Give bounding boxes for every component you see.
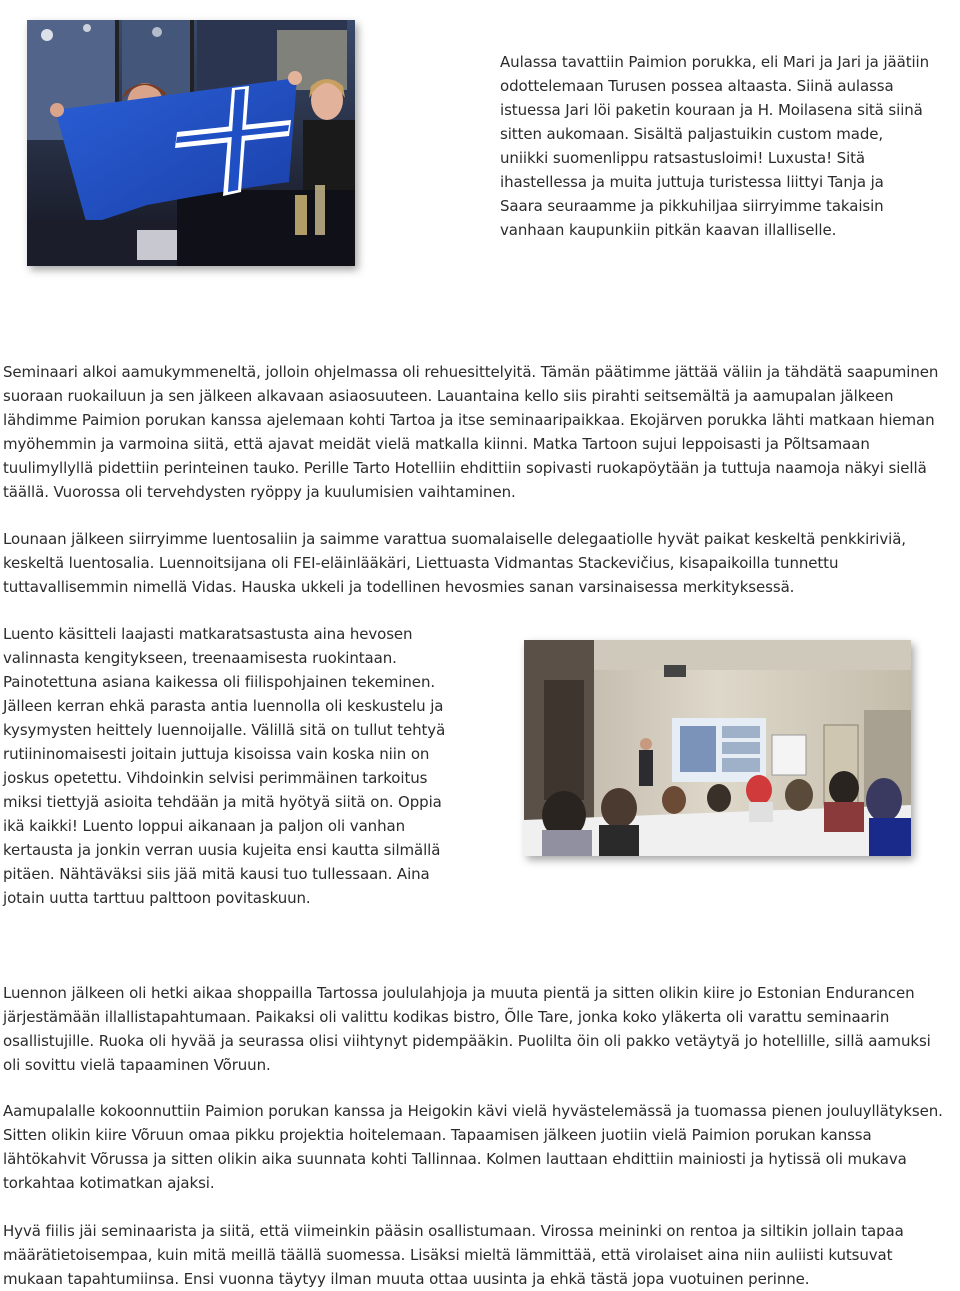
- paragraph-conclusion: [3, 1219, 948, 1291]
- paragraph-text: Seminaari alkoi aamukymmeneltä, jolloin ohjelmassa oli rehuesittelyitä. Tämän päätimme jättää väliin ja tähdätä saapuminen suoraan ruokailuun ja sen jälkeen alkavaan asiaosuuteen. Lauantaina kello siis pirahti seitsemältä ja aamupalan jälkeen lähdimme Paimion porukan kanssa ajelemaan kohti Tartoa ja itse seminaaripaikkaa. Ekojärven porukka lähti matkaan hieman myöhemmin ja varmoina siitä, että ajavat meidät vielä matkalla kiinni. Matka Tartoon sujui leppoisasti ja Põltsamaan tuulimyllyllä pidettiin perinteinen tauko. Perille Tarto Hotelliin ehdittiin sopivasti ruokapöytään ja tuttuja naamoja näkyi siellä täällä. Vuorossa oli tervehdysten ryöppy ja kuulumisien vaihtaminen.: [3, 363, 939, 501]
- seminar-photo: [524, 640, 911, 856]
- paragraph-text: Luennon jälkeen oli hetki aikaa shoppailla Tartossa joululahjoja ja muuta pientä ja sitten olikin kiire jo Estonian Endurancen järjestämään illallistapahtumaan. Paikaksi oli valittu kodikas bistro, Õlle Tare, jonka koko yläkerta oli varattu seminaarin osallistujille. Ruoka oli hyvää ja seurassa olisi viihtynyt pidempääkin. Puolilta öin oli pakko vetäytyä jo hotellille, sillä aamuksi oli sovittu vielä tapaaminen Võruun.: [3, 984, 931, 1074]
- paragraph-lecture-content: [3, 622, 463, 910]
- paragraph-text: Luento käsitteli laajasti matkaratsastusta aina hevosen valinnasta kengitykseen, treenaamisesta ruokintaan. Painotettuna asiana kaikessa oli fiilispohjainen tekeminen. Jälleen kerran ehkä parasta antia luennolla oli keskustelu ja kysymysten heittely luennoijalle. Välillä sitä on tullut tehtyä rutiininomaisesti joitain juttuja kisoissa vain koska niin on joskus opetettu. Vihdoinkin selvisi perimmäinen tarkoitus miksi tiettyjä asioita tehdään ja mitä hyötyä siitä on. Oppia ikä kaikki! Luento loppui aikanaan ja paljon oli vanhan kertausta ja jonkin verran uusia kujeita ensi kautta silmällä pitäen. Nähtäväksi siis jää mitä kausi tuo tullessaan. Aina jotain uutta tarttuu palttoon povitaskuun.: [3, 625, 446, 907]
- paragraph-text: Hyvä fiilis jäi seminaarista ja siitä, että viimeinkin pääsin osallistumaan. Virossa meininki on rentoa ja siltikin jollain tapaa määrätietoisempaa, kuin mitä meillä täällä suomessa. Lisäksi mieltä lämmittää, että virolaiset aina niin auliisti kutsuvat mukaan tapahtumiinsa. Ensi vuonna täytyy ilman muuta ottaa uusinta ja ehkä tästä jopa vuotuinen perinne.: [3, 1222, 904, 1288]
- paragraph-text: Lounaan jälkeen siirryimme luentosaliin ja saimme varattua suomalaiselle delegaatiolle hyvät paikat keskeltä penkkiriviä, keskeltä luentosalia. Luennoitsijana oli FEI-eläinlääkäri, Liettuasta Vidmantas Stackevičius, kisapaikoilla tunnettu tuttavallisemmin nimellä Vidas. Hauska ukkeli ja todellinen hevosmies sanan varsinaisessa merkityksessä.: [3, 530, 906, 596]
- intro-paragraph: [500, 50, 930, 242]
- flag-photo: [27, 20, 355, 266]
- intro-text: Aulassa tavattiin Paimion porukka, eli Mari ja Jari ja jäätiin odottelemaan Turusen possea altaasta. Siinä aulassa istuessa Jari löi paketin kouraan ja H. Moilasena sitä siinä sitten aukomaan. Sisältä paljastuikin custom made, uniikki suomenlippu ratsastusloimi! Luxusta! Sitä ihastellessa ja muita juttuja turistessa liittyi Tanja ja Saara seuraamme ja pikkuhiljaa siirryimme takaisin vanhaan kaupunkiin pitkän kaavan illalliselle.: [500, 53, 930, 239]
- paragraph-seminar-start: [3, 360, 943, 504]
- paragraph-text: Aamupalalle kokoonnuttiin Paimion porukan kanssa ja Heigokin kävi vielä hyvästelemässä ja tuomassa pienen jouluyllätyksen. Sitten olikin kiire Võruun omaa pikku projektia hoitelemaan. Tapaamisen jälkeen juotiin vielä Paimion porukan kanssa lähtökahvit Võrussa ja sitten olikin aika suunnata kohti Tallinnaa. Kolmen lauttaan ehdittiin mainiosti ja hytissä oli mukava torkahtaa kotimatkan ajaksi.: [3, 1102, 943, 1192]
- paragraph-morning: [3, 1099, 943, 1195]
- paragraph-lecture-hall: [3, 527, 943, 599]
- seminar-photo-image: [524, 640, 911, 856]
- paragraph-evening: [3, 981, 943, 1077]
- flag-photo-image: [27, 20, 355, 266]
